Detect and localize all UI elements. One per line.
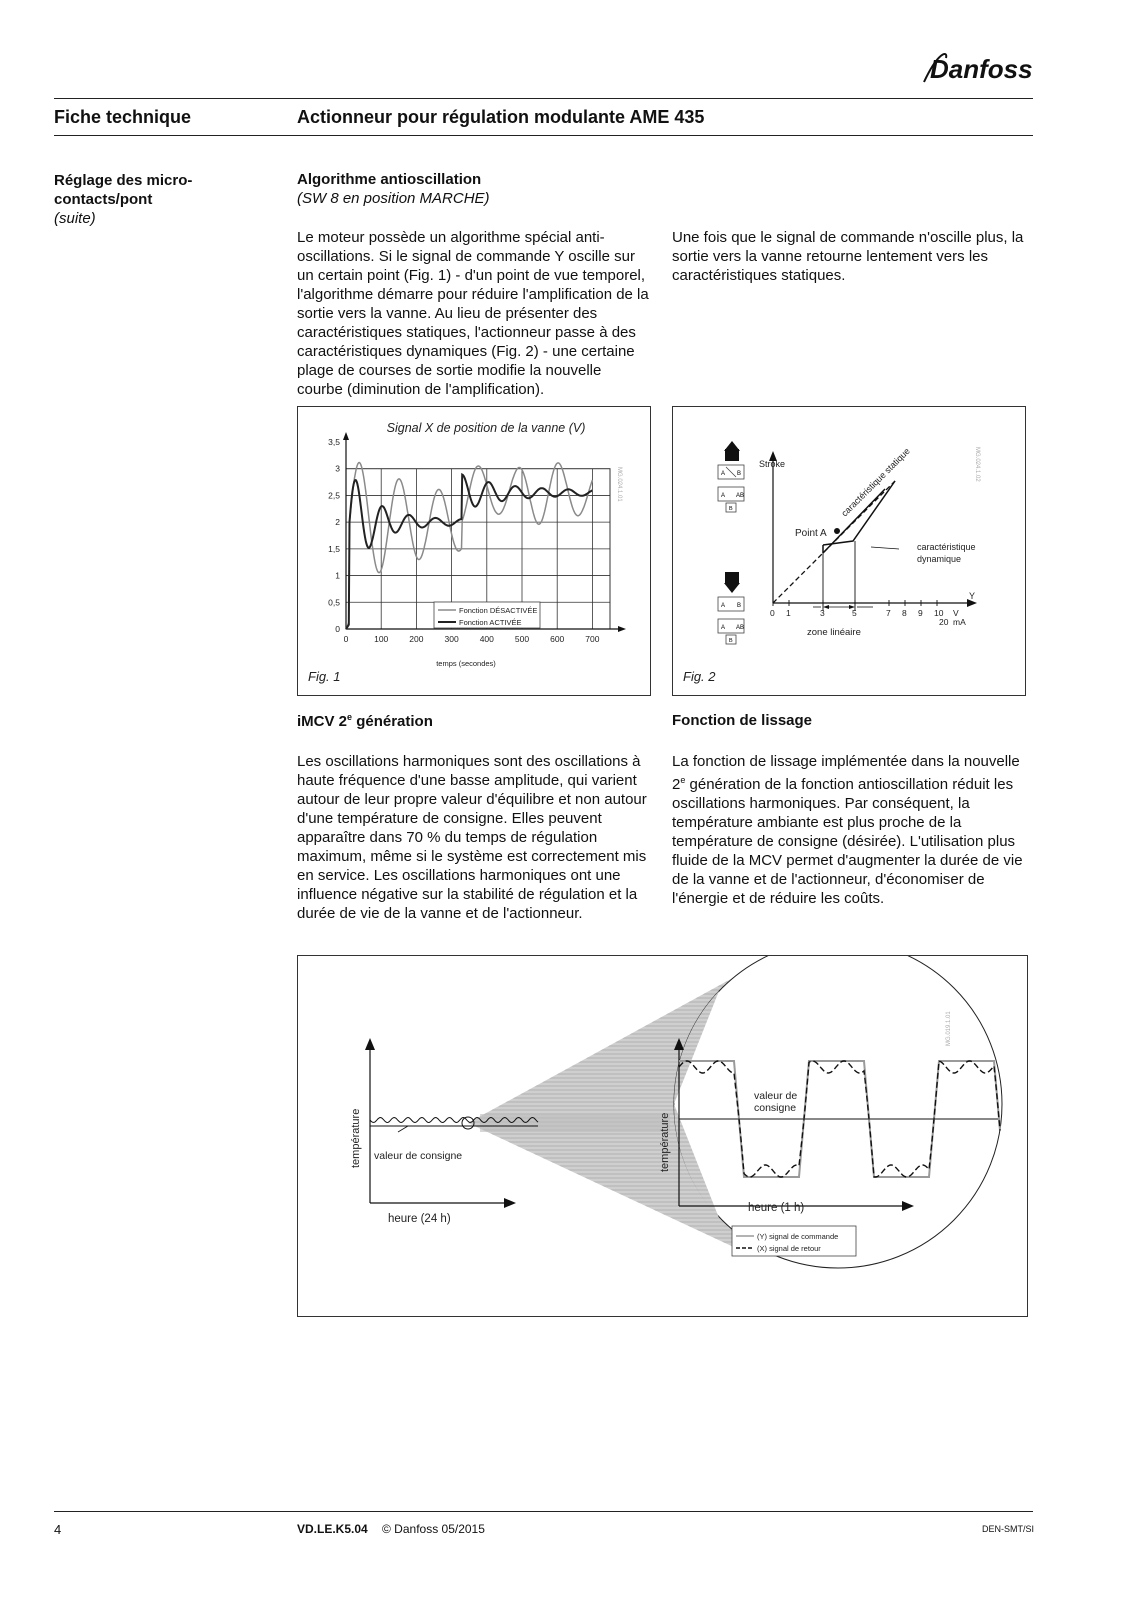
imcv-paragraph: Les oscillations harmoniques sont des oscillations à haute fréquence d'une basse amplitude, qui varient autour de leur propre valeur d'équilibre et non autour d'une température de consigne. Elles peuvent apparaître dans 70 % du temps de régulation maximum, même si le système est correctement mis en service. Les oscillations harmoniques ont une influence négative sur la stabilité de régulation et la durée de vie de la vanne et de l'actionneur. [297,753,647,922]
fig3-diagram [298,956,1027,1316]
fig1-ytick: 1,5 [328,543,340,554]
svg-text:A: A [721,625,726,631]
fig2-xtick: 3 [820,608,825,618]
fig2-unit-v: V [953,608,959,618]
fig1-title: Signal X de position de la vanne (V) [386,421,586,435]
fig1-ytick: 1 [335,570,340,581]
imcv-title [297,712,433,730]
fig3-setpoint-right-2: consigne [754,1102,797,1114]
fig2-y-label: Y [969,591,976,601]
fig2-diagram [673,407,1025,695]
fig2-dynamic-label-2: dynamique [917,554,962,564]
fig3-frame [297,955,1028,1317]
fig3-legend-y: (Y) signal de commande [757,1232,839,1241]
sidebar-title: Réglage des micro-contacts/pont [54,172,193,208]
fig3-legend [732,1226,856,1256]
imcv-title-main: iMCV 2 [297,713,348,730]
fig2-xtick: 0 [770,608,775,618]
svg-text:B: B [729,506,733,512]
fig1-xtick: 0 [343,634,349,644]
page-number: 4 [54,1522,62,1537]
svg-text:AB: AB [736,493,745,499]
doc-type: Fiche technique [54,107,192,127]
fig3-setpoint-right-1: valeur de [754,1090,798,1102]
fig1-code: MG.024.1.01 [616,467,622,502]
fig1-legend-off: Fonction DÉSACTIVÉE [459,606,538,615]
svg-text:B: B [737,471,742,477]
fig1-xtick: 300 [444,634,459,644]
svg-text:AB: AB [736,625,745,631]
fig2-stroke-label: Stroke [759,459,786,469]
fig1-xtick: 600 [550,634,565,644]
fig2-frame [672,406,1026,696]
fig2-xtick: 7 [886,608,891,618]
valve-down-icon [718,572,744,644]
imcv-title-sup: e [347,712,353,722]
fig1-ytick: 2 [335,517,340,528]
fig1-ytick: 0,5 [328,597,340,608]
fig2-xtick: 10 [934,608,944,618]
fig3-legend-x: (X) signal de retour [757,1244,821,1253]
fig1-ytick: 3,5 [328,437,340,447]
fig3-ylabel-left: température [350,1108,362,1168]
fig2-xtick: 9 [918,608,923,618]
fig2-unit-ma: mA [953,617,966,627]
fig3-xlabel-right: heure (1 h) [748,1202,805,1214]
fig3-setpoint-left: valeur de consigne [374,1150,463,1162]
footer-code: DEN-SMT/SI [982,1524,1035,1534]
antiosc-subtitle: (SW 8 en position MARCHE) [297,190,490,207]
fig1-xtick: 700 [585,634,600,644]
fig1-label: Fig. 1 [308,669,341,684]
lissage-para-sup: e [680,775,686,785]
doc-code: VD.LE.K5.04 [297,1522,368,1536]
imcv-title-rest: génération [352,713,433,730]
copyright: © Danfoss 05/2015 [382,1522,485,1536]
fig1-ytick: 2,5 [328,490,340,501]
fig1-xtick: 100 [374,634,389,644]
svg-text:A: A [721,471,726,477]
lissage-para-b: génération de la fonction antioscillation réduit les oscillations harmoniques. Par conséquent, la température ambiante est plus proche de la température de consigne (désirée). L'utilisation plus fluide de la MCV permet d'augmenter la durée de vie de la vanne et de l'actionneur, d'économiser de l'énergie et de réduire les coûts. [672,776,1023,907]
fig1-xtick: 400 [479,634,494,644]
svg-text:B: B [729,638,733,644]
antiosc-paragraph-2: Une fois que le signal de commande n'oscille plus, la sortie vers la vanne retourne lentement vers les caractéristiques statiques. [672,229,1024,284]
lissage-paragraph [672,752,1030,908]
svg-text:B: B [737,603,742,609]
fig1-frame [297,406,651,696]
logo-text: Danfoss [930,54,1033,84]
fig1-xtick: 500 [514,634,530,644]
fig2-static-label: caractéristique statique [839,445,912,519]
antiosc-title: Algorithme antioscillation [297,171,482,188]
fig1-legend-on: Fonction ACTIVÉE [459,618,522,627]
fig1-chart [298,407,650,695]
fig1-legend [434,602,540,628]
fig2-tick-20: 20 [939,617,949,627]
fig1-ytick: 3 [335,463,340,474]
sidebar-subtitle: (suite) [54,210,96,227]
antiosc-paragraph-1: Le moteur possède un algorithme spécial anti-oscillations. Si le signal de commande Y oscille sur un certain point (Fig. 1) - d'un point de vue temporel, l'algorithme démarre pour réduire l'amplification de la sortie vers la vanne. Au lieu de présenter des caractéristiques statiques, l'actionneur passe à des caractéristiques dynamiques (Fig. 2) - une certaine plage de courses de sortie modifie la nouvelle courbe (diminution de l'amplification). [297,229,649,398]
fig3-xlabel-left: heure (24 h) [388,1213,451,1225]
lissage-title: Fonction de lissage [672,712,813,729]
svg-text:A: A [721,603,726,609]
fig2-dynamic-label-1: caractéristique [917,542,976,552]
sidebar-heading [54,171,254,228]
fig2-code: MG.024.1.02 [974,447,980,482]
lissage-para-a: La fonction de lissage implémentée dans la nouvelle 2 [672,753,1020,793]
page-title: Actionneur pour régulation modulante AME 435 [297,107,705,127]
fig2-point-a: Point A [795,528,827,539]
fig3-ylabel-right: température [659,1112,671,1172]
fig1-xlabel: temps (secondes) [436,659,496,668]
fig2-xtick: 1 [786,608,791,618]
fig3-code: MG.019.1.01 [946,1011,952,1046]
fig2-label: Fig. 2 [683,669,716,684]
fig1-xtick: 200 [409,634,424,644]
fig2-xtick: 8 [902,608,907,618]
danfoss-logo [918,44,1034,90]
valve-up-icon [718,441,744,512]
fig2-xtick: 5 [852,608,857,618]
svg-text:A: A [721,493,726,499]
fig2-zone-label: zone linéaire [807,627,861,638]
fig1-ytick: 0 [335,624,340,634]
